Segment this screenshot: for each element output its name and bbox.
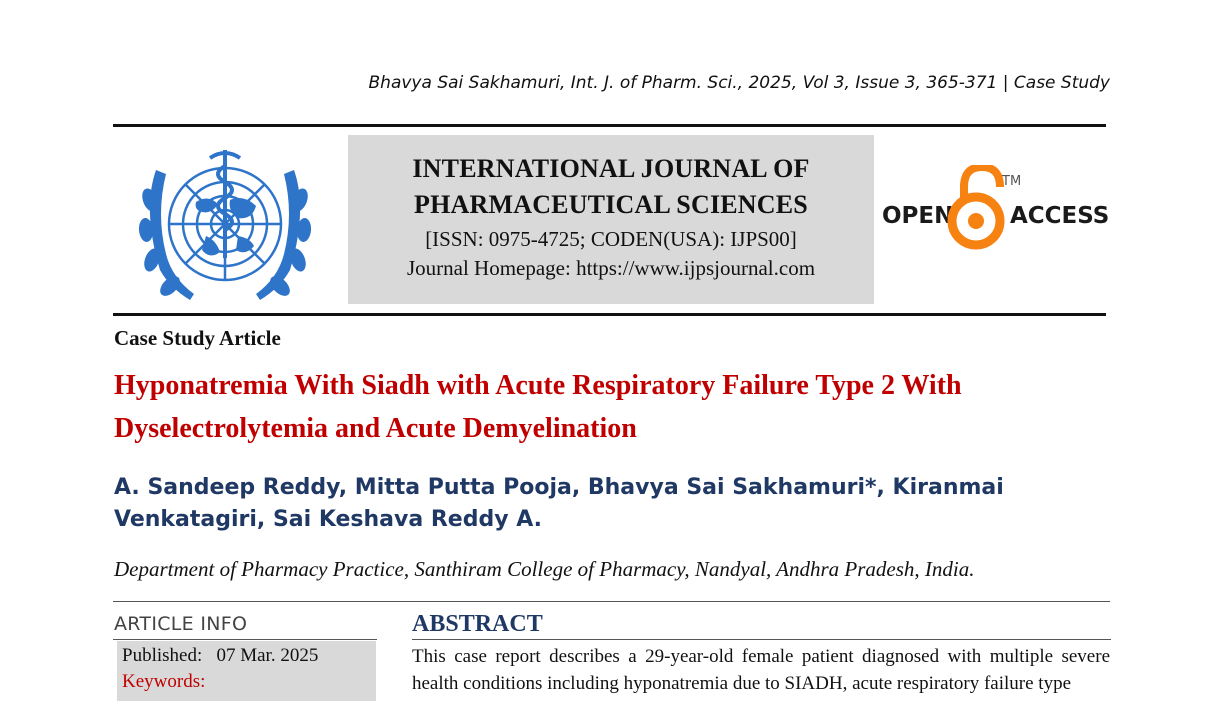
open-access-word-open: OPEN (882, 203, 954, 229)
article-title: Hyponatremia With Siadh with Acute Respiratory Failure Type 2 With Dyselectrolytemia and Acute Demyelination (114, 370, 962, 444)
keywords-label: Keywords: (122, 671, 206, 692)
author-affiliation: Department of Pharmacy Practice, Santhiram College of Pharmacy, Nandyal, Andhra Pradesh, India. (114, 557, 975, 581)
abstract-rule (412, 639, 1111, 640)
header-bottom-rule (113, 313, 1106, 316)
open-lock-icon (952, 167, 1000, 245)
published-date: Published: 07 Mar. 2025 (122, 645, 319, 666)
journal-identifiers (348, 225, 874, 283)
running-head: Bhavya Sai Sakhamuri, Int. J. of Pharm. Sci., 2025, Vol 3, Issue 3, 365-371 | Case Study (368, 73, 1110, 93)
section-divider (113, 601, 1110, 602)
abstract-text: This case report describes a 29-year-old female patient diagnosed with multiple severe health conditions including hyponatremia due to SIADH, acute respiratory failure type (412, 646, 1110, 694)
journal-name-line1: INTERNATIONAL JOURNAL OF (412, 154, 810, 183)
header-top-rule (113, 124, 1106, 127)
medical-globe-emblem-icon (126, 140, 324, 308)
abstract-heading: ABSTRACT (412, 611, 543, 637)
journal-masthead (348, 135, 874, 304)
journal-homepage[interactable]: Journal Homepage: https://www.ijpsjournal.com (406, 256, 816, 280)
article-info-heading: ARTICLE INFO (114, 613, 248, 635)
journal-issn: [ISSN: 0975-4725; CODEN(USA): IJPS00] (425, 227, 797, 251)
article-type: Case Study Article (114, 326, 281, 350)
author-list: A. Sandeep Reddy, Mitta Putta Pooja, Bhavya Sai Sakhamuri*, Kiranmai Venkatagiri, Sai Keshava Reddy A. (114, 475, 1004, 532)
article-info-rule (113, 639, 377, 640)
open-access-word-access: ACCESS (1010, 203, 1110, 229)
open-access-logo (880, 165, 1110, 255)
trademark-symbol: TM (1002, 174, 1022, 189)
journal-name-line2: PHARMACEUTICAL SCIENCES (414, 190, 808, 219)
journal-name (348, 151, 874, 223)
